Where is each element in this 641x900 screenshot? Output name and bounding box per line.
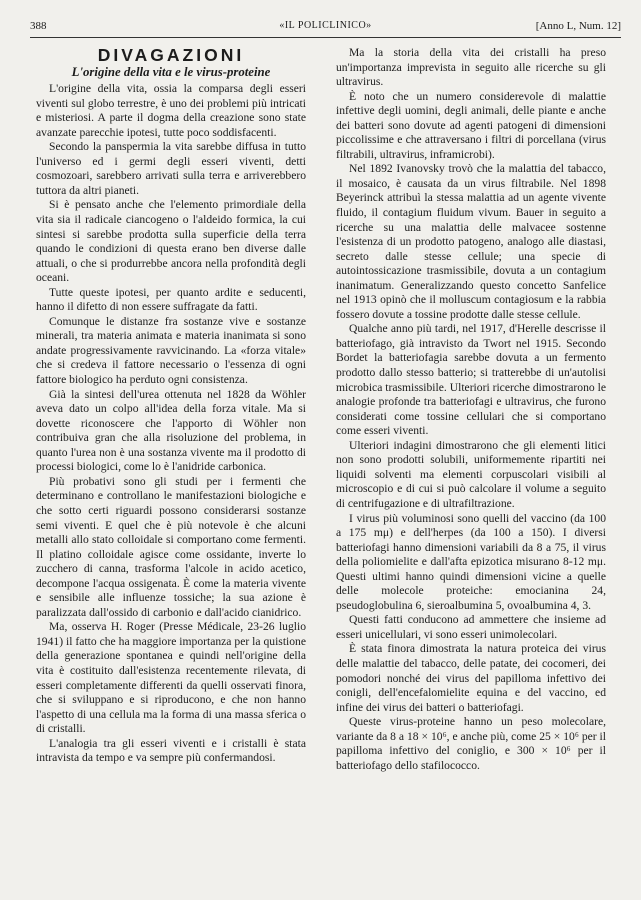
article-title: DIVAGAZIONI [97, 45, 245, 65]
paragraph: L'origine della vita, ossia la comparsa degli esseri viventi sul globo terrestre, è uno dei problemi più intricati e misteriosi. A parte il dogma della creazione sono state avanzate parecchie ipotesi, tutte poco soddisfacenti. [36, 82, 306, 139]
header-rule [30, 37, 621, 38]
paragraph: L'analogia tra gli esseri viventi e i cristalli è stata intravista da tempo e va sempre più confermandosi. [36, 736, 306, 765]
paragraph: Secondo la panspermia la vita sarebbe diffusa in tutto l'universo ed i germi degli esseri viventi, detti cosmozoari, sarebbero arrivati sulla terra e arriverebbero tuttora da altri pianeti. [36, 140, 306, 197]
journal-name: «IL POLICLINICO» [279, 20, 372, 31]
paragraph: Ma la storia della vita dei cristalli ha preso un'importanza imprevista in seguito alle ricerche su gli ultravirus. [336, 46, 606, 89]
paragraph: Ma, osserva H. Roger (Presse Médicale, 23-26 luglio 1941) il fatto che ha maggiore importanza per la quistione della generazione spontanea e quindi nell'origine della vita è costituito dall'esistenza recentemente rilevata, di esseri completamente differenti da quelli osservati finora, che si sviluppano e si riproducono, e che non hanno l'aspetto di una cellula ma la forma di una massa sferica o di cristalli. [36, 620, 306, 736]
paragraph: I virus più voluminosi sono quelli del vaccino (da 100 a 175 mμ) e dell'herpes (da 100 a 150). I diversi batteriofagi hanno dimensioni variabili da 8 a 75, il virus della poliomielite e dall'afta epizotica misurano 8-12 mμ. Questi ultimi hanno quindi dimensioni vicine a quelle delle molecole proteiche: emocianina 24, pseudoglobulina 6, sieroalbumina 5, ovoalbumina 4, 3. [336, 511, 606, 612]
paragraph: Qualche anno più tardi, nel 1917, d'Herelle descrisse il batteriofago, già intravisto da Twort nel 1915. Secondo Bordet la batteriofagia sarebbe dovuta a un fermento prodotto dallo stesso batterio; si tratterebbe di un'autolisi microbica trasmissibile. Ulteriori ricerche dimostrarono le analogie profonde tra batteriofagi e ultravirus, che furono considerati come tossine cellulari che si comportano come esseri viventi. [336, 322, 606, 438]
page-number: 388 [30, 20, 47, 32]
paragraph: Tutte queste ipotesi, per quanto ardite e seducenti, hanno il difetto di non essere suffragate da fatti. [36, 285, 306, 314]
paragraph: Più probativi sono gli studi per i fermenti che determinano e controllano le manifestazioni biologiche e che sotto certi riguardi possono considerarsi sostanze semi viventi. E quel che è più notevole è che alcuni metalli allo stato colloidale si comportano come fermenti. Il platino colloidale agisce come ossidante, inverte lo zucchero di canna, trasforma l'alcole in acido acetico, decompone l'acqua ossigenata. È come la materia vivente e sensibile alle influenze tossiche; la sua azione è paralizzata dall'ossido di carbonio e dall'acido cianidrico. [36, 474, 306, 619]
right-column [336, 46, 606, 773]
paragraph: È noto che un numero considerevole di malattie infettive degli uomini, degli animali, delle piante e anche dei batteri sono dovute ad agenti patogeni di dimensioni piccolissime e che attraversano i filtri di porcellana (virus filtrabili, ultravirus, inframicrobi). [336, 89, 606, 161]
paragraph: Comunque le distanze fra sostanze vive e sostanze minerali, tra materia animata e materia inanimata si sono andate progressivamente ravvicinando. La «forza vitale» che si credeva il fattore necessario o l'essenza di ogni fattore biologico ha perduto ogni consistenza. [36, 314, 306, 387]
page-header [30, 20, 621, 36]
left-column [36, 46, 306, 766]
paragraph: Questi fatti conducono ad ammettere che insieme ad esseri unicellulari, vi sono esseri unimolecolari. [336, 613, 606, 641]
paragraph: Già la sintesi dell'urea ottenuta nel 1828 da Wöhler aveva dato un colpo all'idea della forza vitale. Ma si dovette riconoscere che l'apporto di Wöhler non contribuiva gran che alla risoluzione del problema, in quanto l'urea non è una sostanza vivente ma il prodotto di processi biologici, come lo è l'anidride carbonica. [36, 387, 306, 474]
issue-label: [Anno L, Num. 12] [535, 20, 621, 32]
paragraph: È stata finora dimostrata la natura proteica dei virus delle malattie del tabacco, delle patate, dei cocomeri, dei pomodori nonché dei virus del papilloma infettivo dei conigli, dell'encefalomielite equina e del vaccino, ed infine dei virus dei batteri o batteriofagi. [336, 642, 606, 714]
article-subtitle: L'origine della vita e le virus-proteine [71, 64, 271, 79]
paragraph: Ulteriori indagini dimostrarono che gli elementi litici non sono prodotti solubili, uniformemente ripartiti nei liquidi solventi ma elementi corpuscolari visibili al microscopio e di cui si può calcolare il volume a seguito di centrifugazione e di ultrafiltrazione. [336, 438, 606, 510]
paragraph: Queste virus-proteine hanno un peso molecolare, variante da 8 a 18 × 10⁶, e anche più, come 25 × 10⁶ per il papilloma infettivo del coniglio, e 300 × 10⁶ per il batteriofago dello stafilococco. [336, 715, 606, 772]
paragraph: Si è pensato anche che l'elemento primordiale della vita sia il radicale ciancogeno o l'aldeido formica, la cui sintesi si sarebbe prodotta sulla superficie della terra quando le condizioni di questa erano ben diverse dalle attuali, o che si produrrebbe ancora nella profondità degli oceani. [36, 198, 306, 285]
paragraph: Nel 1892 Ivanovsky trovò che la malattia del tabacco, il mosaico, è causata da un virus filtrabile. Nel 1898 Beyerinck attribuì la stessa malattia ad un agente vivente fluido, il contagium fluidum vivum. Bauer in seguito a ricerche su una malattia delle malvacee sostenne l'esistenza di un prodotto patogeno, analogo alle diastasi, secreto dalle stesse cellule; una specie di autointossicazione trasmissibile, dovuta a un contagium inanimatum. Generalizzando questo concetto Sanfelice nel 1913 opinò che il molluscum contagiosum e la rabbia fossero dovute a tossine prodotte dalle stesse cellule. [336, 162, 606, 321]
